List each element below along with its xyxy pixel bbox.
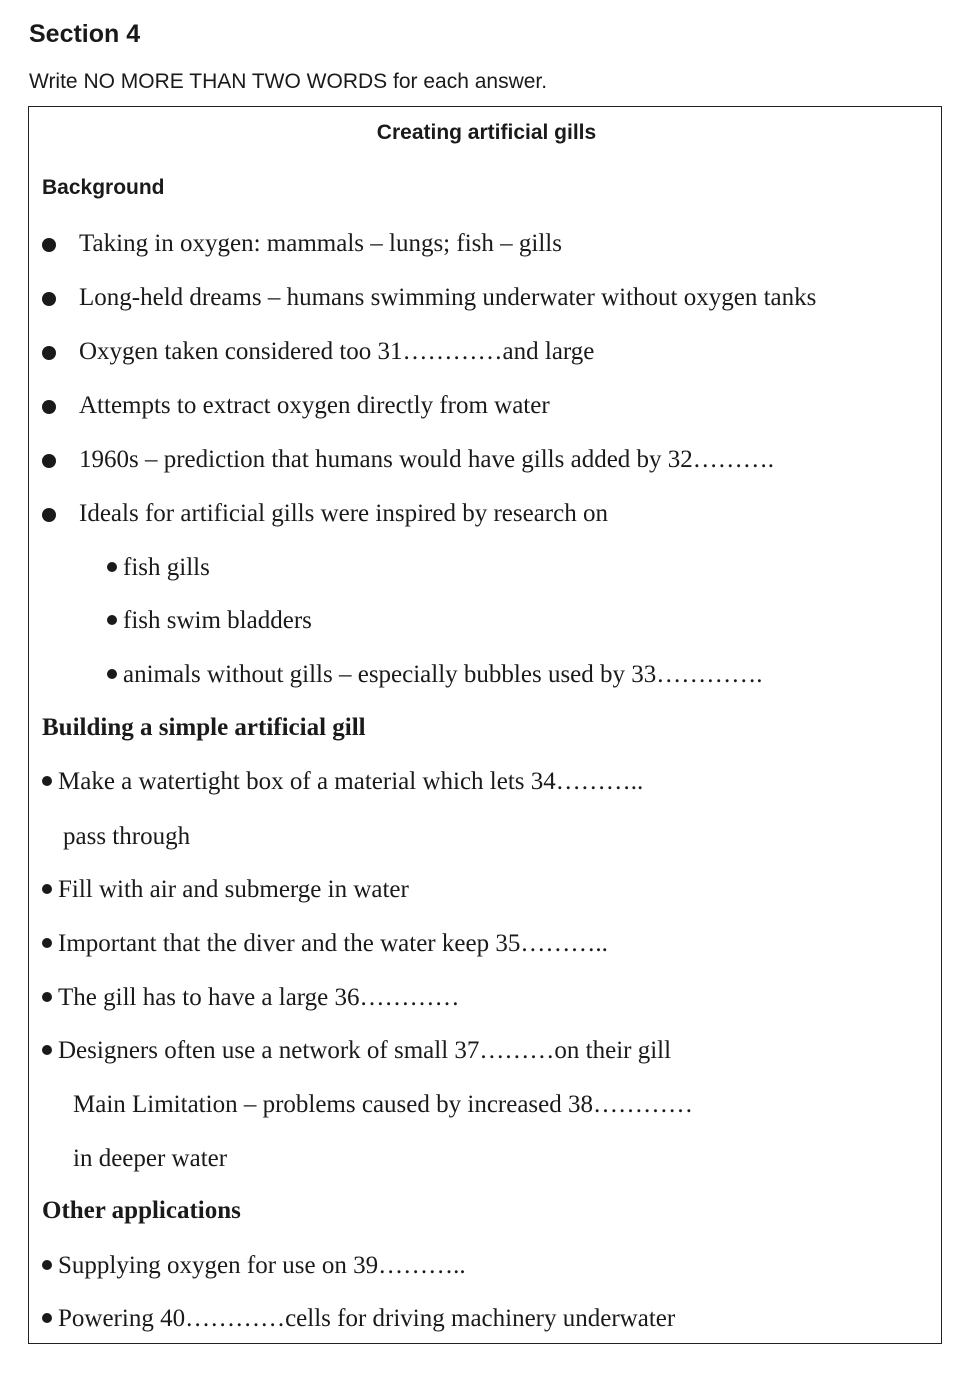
building-heading: Building a simple artificial gill: [42, 714, 366, 741]
bullet-icon: [42, 884, 52, 894]
building-item-continuation: pass through: [63, 823, 191, 850]
building-item: [42, 929, 608, 959]
bullet-icon: [42, 1260, 52, 1270]
background-heading: Background: [42, 176, 165, 199]
background-subitem: [107, 660, 763, 690]
item-text: Important that the diver and the water keep 35………..: [58, 930, 608, 957]
bullet-icon: [42, 938, 52, 948]
background-item: Ideals for artificial gills were inspired by research on: [79, 500, 608, 527]
background-item: Long-held dreams – humans swimming underwater without oxygen tanks: [79, 284, 817, 311]
item-text: The gill has to have a large 36…………: [58, 984, 460, 1011]
other-item: [42, 1251, 466, 1281]
item-text: Powering 40…………cells for driving machinery underwater: [58, 1305, 676, 1332]
instructions: Write NO MORE THAN TWO WORDS for each answer.: [29, 70, 548, 93]
item-text: Designers often use a network of small 37………on their gill: [58, 1037, 672, 1064]
background-item: 1960s – prediction that humans would have gills added by 32……….: [79, 446, 775, 473]
bullet-icon: [107, 562, 117, 572]
background-subitem: [107, 553, 210, 583]
bullet-icon: [42, 776, 52, 786]
item-text: Fill with air and submerge in water: [58, 876, 409, 903]
limitation-line: Main Limitation – problems caused by increased 38…………: [73, 1091, 694, 1118]
other-item: [42, 1304, 675, 1334]
building-item: [42, 983, 460, 1013]
bullet-icon: [42, 346, 56, 360]
bullet-icon: [42, 238, 56, 252]
bullet-icon: [42, 454, 56, 468]
background-item: Taking in oxygen: mammals – lungs; fish – gills: [79, 230, 562, 257]
building-item: [42, 875, 409, 905]
bullet-icon: [42, 1313, 52, 1323]
subitem-text: fish swim bladders: [123, 607, 312, 634]
bullet-icon: [42, 508, 56, 522]
background-subitem: [107, 606, 312, 636]
bullet-icon: [42, 292, 56, 306]
section-title: Section 4: [29, 20, 141, 48]
background-item: Oxygen taken considered too 31…………and large: [79, 338, 595, 365]
bullet-icon: [107, 615, 117, 625]
subitem-text: fish gills: [123, 554, 210, 581]
building-item: [42, 767, 643, 797]
bullet-icon: [42, 400, 56, 414]
bullet-icon: [107, 669, 117, 679]
bullet-icon: [42, 992, 52, 1002]
building-item: [42, 1036, 671, 1066]
subitem-text: animals without gills – especially bubbles used by 33………….: [123, 661, 763, 688]
bullet-icon: [42, 1045, 52, 1055]
box-title: Creating artificial gills: [376, 121, 597, 144]
item-text: Supplying oxygen for use on 39………..: [58, 1252, 466, 1279]
other-heading: Other applications: [42, 1197, 241, 1224]
background-item: Attempts to extract oxygen directly from water: [79, 392, 550, 419]
limitation-continuation: in deeper water: [73, 1145, 228, 1172]
item-text: Make a watertight box of a material which lets 34………..: [58, 768, 644, 795]
